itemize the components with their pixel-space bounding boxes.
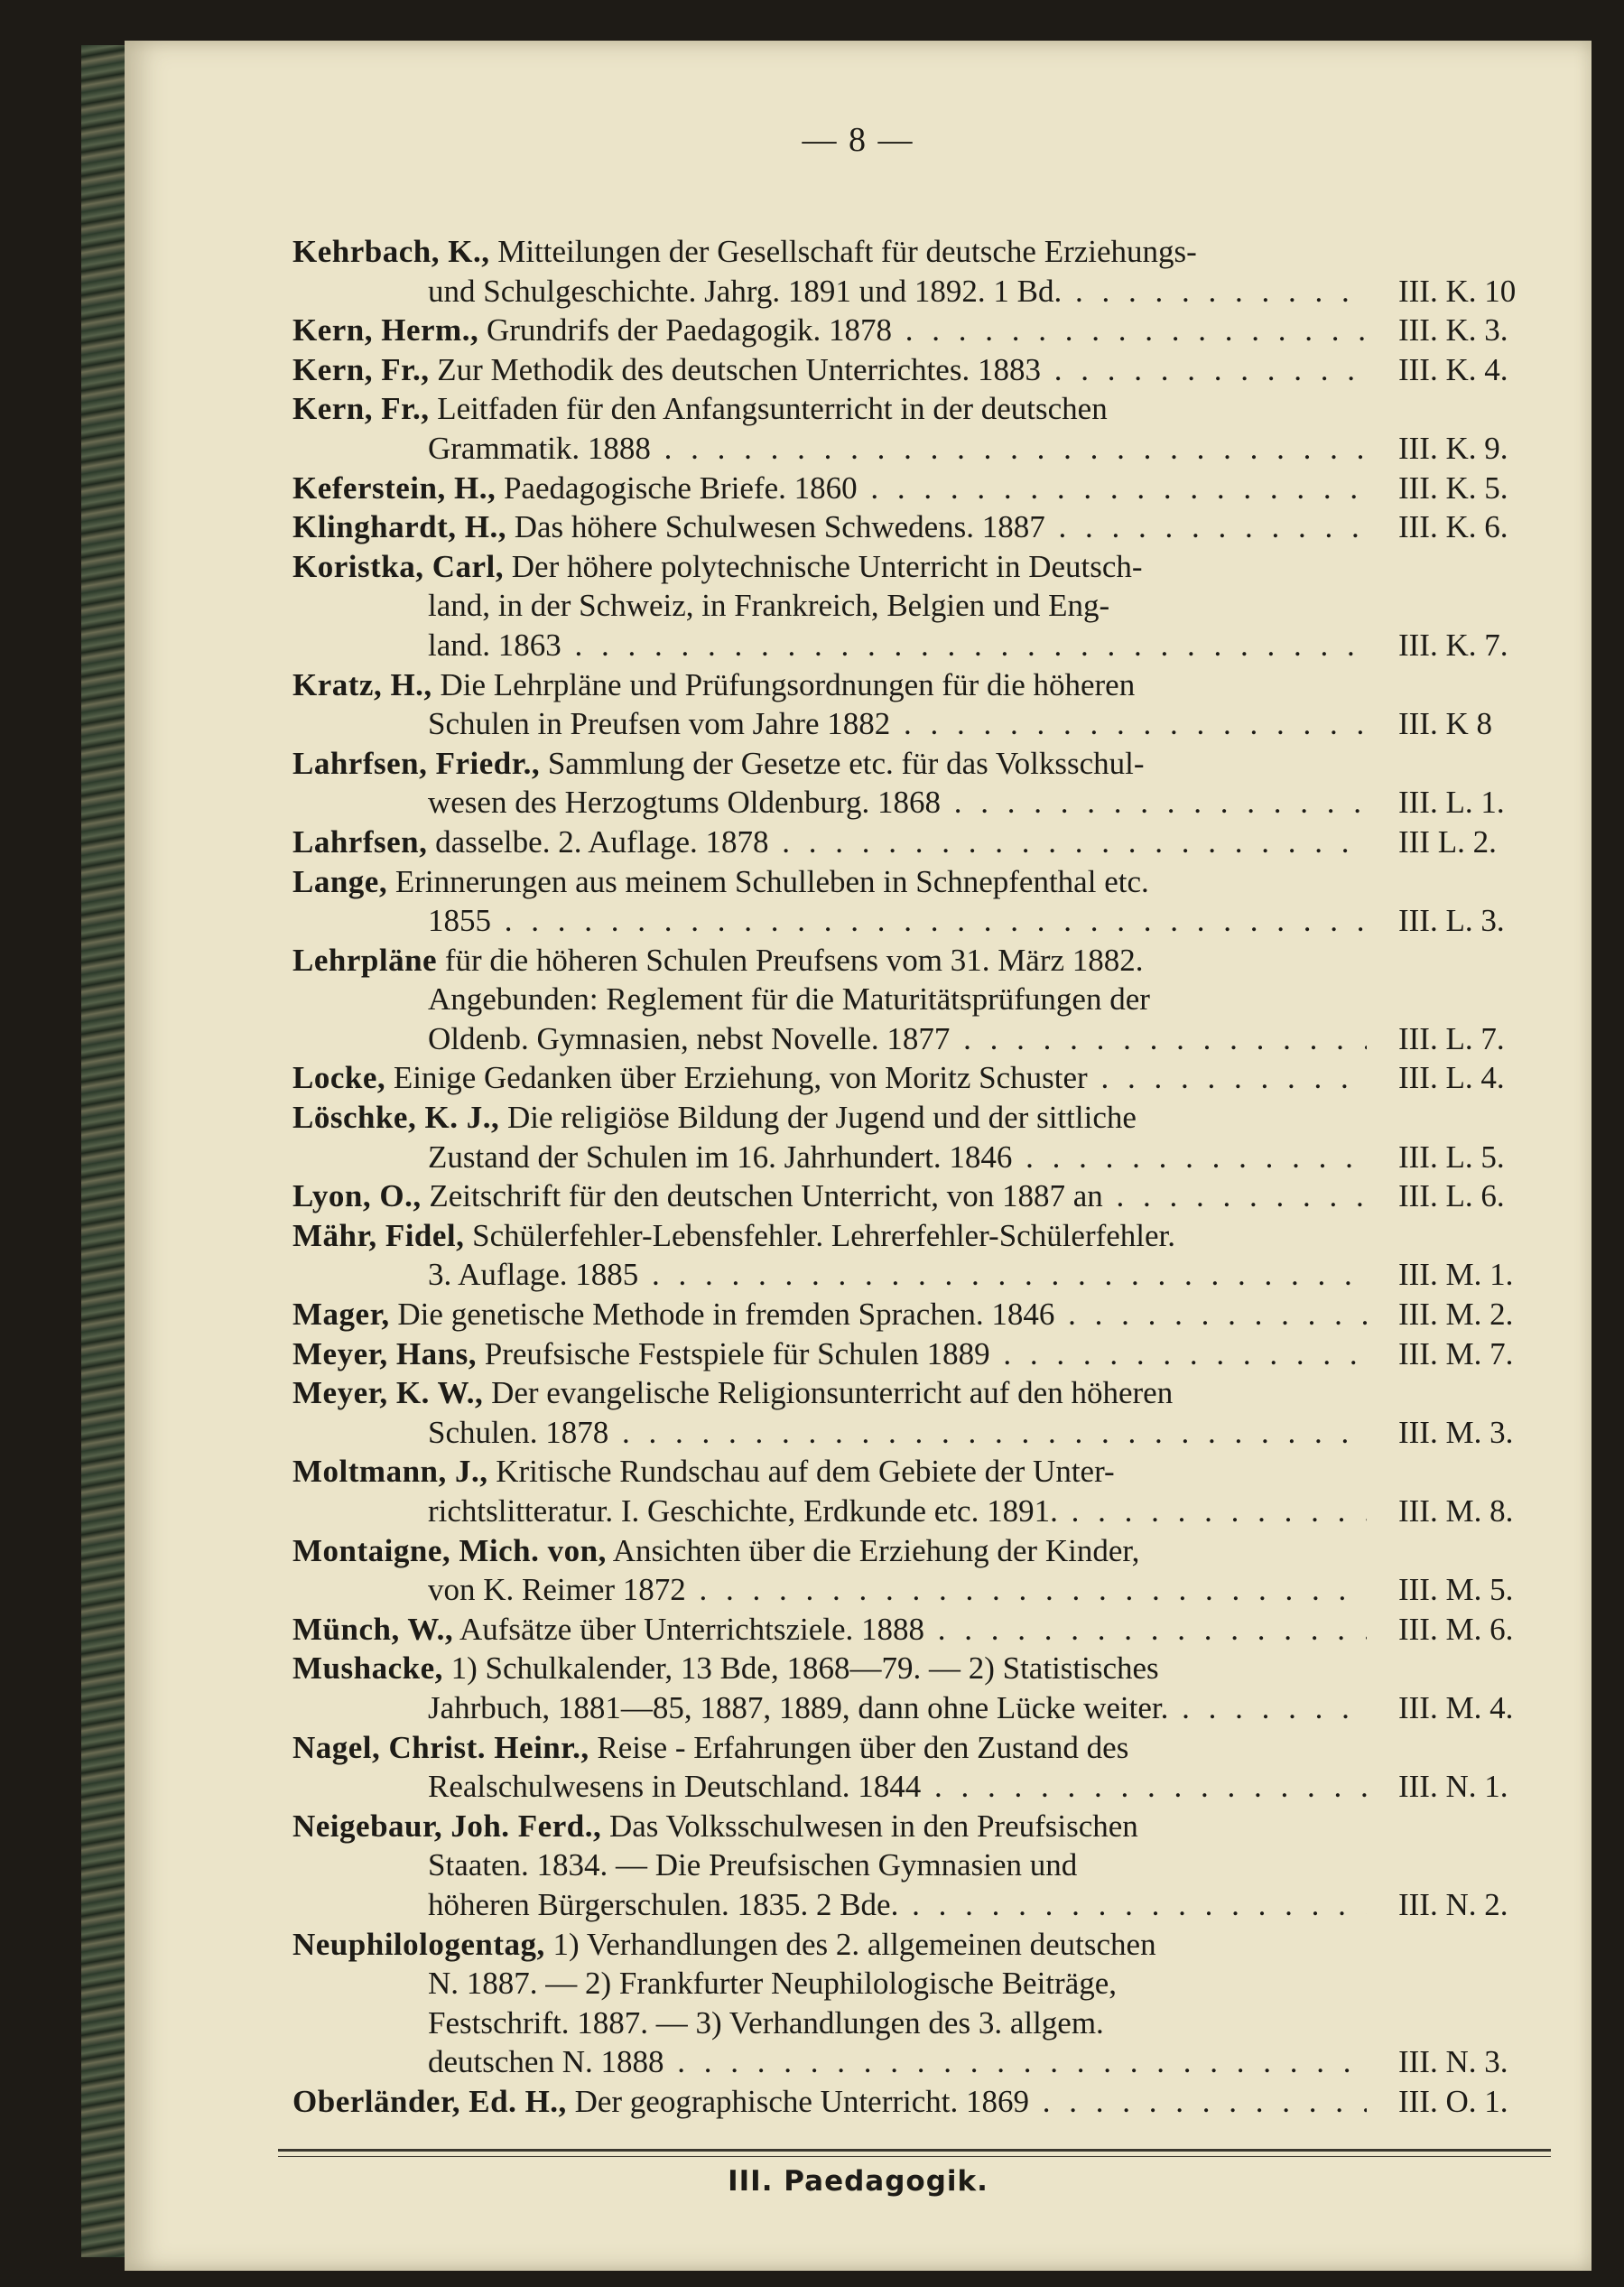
entry-line-text bbox=[292, 350, 1367, 390]
entry-line bbox=[292, 469, 1574, 508]
catalog-entry bbox=[292, 1531, 1574, 1610]
entry-line-text bbox=[428, 783, 1367, 823]
entry-line-text bbox=[428, 1885, 1367, 1925]
entry-line-text bbox=[292, 2082, 1367, 2122]
entry-author: Meyer, Hans, bbox=[292, 1335, 477, 1371]
shelf-mark: III. K. 10 bbox=[1398, 273, 1517, 309]
entry-line-text bbox=[428, 626, 1367, 665]
entry-title-text: Realschulwesens in Deutschland. 1844 bbox=[428, 1769, 922, 1805]
entry-title-text: Oldenb. Gymnasien, nebst Novelle. 1877 bbox=[428, 1020, 951, 1056]
shelf-mark: III. N. 2. bbox=[1398, 1886, 1508, 1922]
section-footer: III. Paedagogik. bbox=[728, 2165, 988, 2198]
entry-line bbox=[292, 626, 1574, 665]
entry-author: Keferstein, H., bbox=[292, 469, 496, 506]
entry-title-text: Der evangelische Religionsunterricht auf den höheren bbox=[491, 1375, 1174, 1411]
entry-line-text bbox=[292, 941, 1367, 981]
entry-line-text bbox=[292, 469, 1367, 508]
entry-title-text: von K. Reimer 1872 bbox=[428, 1572, 686, 1608]
catalog-entry bbox=[292, 1452, 1574, 1530]
shelf-mark: III. M. 5. bbox=[1398, 1572, 1514, 1608]
entry-line-text bbox=[292, 1649, 1367, 1688]
entry-line-text bbox=[292, 862, 1367, 902]
entry-title-text: Zur Methodik des deutschen Unterrichtes. 1883 bbox=[437, 351, 1041, 387]
entry-line-text bbox=[292, 1373, 1367, 1413]
catalog-entry bbox=[292, 1176, 1574, 1216]
shelf-mark: III. M. 2. bbox=[1398, 1297, 1514, 1333]
entry-line-text bbox=[292, 311, 1367, 350]
entry-line bbox=[292, 272, 1574, 311]
entry-line-text bbox=[428, 1845, 1367, 1885]
entry-line-text bbox=[428, 1019, 1367, 1059]
entry-line-text bbox=[428, 1255, 1367, 1295]
entry-author: Koristka, Carl, bbox=[292, 548, 505, 584]
entry-line bbox=[292, 389, 1574, 429]
entry-line bbox=[292, 1019, 1574, 1059]
entry-line-text bbox=[292, 1452, 1367, 1492]
catalog-entry bbox=[292, 1610, 1574, 1650]
entry-author: Nagel, Christ. Heinr., bbox=[292, 1729, 589, 1765]
shelf-mark: III. K. 3. bbox=[1398, 312, 1508, 349]
entry-line-text bbox=[292, 1531, 1367, 1571]
entry-line-text bbox=[292, 1610, 1367, 1650]
entry-author: Meyer, K. W., bbox=[292, 1375, 484, 1411]
entry-author: Kern, Fr., bbox=[292, 351, 430, 387]
entry-line-text bbox=[292, 1058, 1367, 1098]
entry-title-text: Grundrifs der Paedagogik. 1878 bbox=[486, 312, 893, 349]
entry-line-text bbox=[292, 1176, 1367, 1216]
entry-title-text: N. 1887. — 2) Frankfurter Neuphilologische Beiträge, bbox=[428, 1966, 1118, 2002]
shelf-mark: III. M. 4. bbox=[1398, 1689, 1514, 1725]
footer-rule-thick bbox=[278, 2149, 1551, 2152]
entry-line bbox=[292, 1964, 1574, 2003]
entry-line bbox=[292, 1531, 1574, 1571]
entry-line-text bbox=[292, 232, 1367, 272]
entry-line bbox=[292, 1138, 1574, 1177]
entry-author: Neigebaur, Joh. Ferd., bbox=[292, 1808, 602, 1844]
catalog-entry bbox=[292, 1925, 1574, 2082]
shelf-mark: III. N. 1. bbox=[1398, 1769, 1508, 1805]
entry-author: Kehrbach, K., bbox=[292, 234, 490, 269]
catalog-entry bbox=[292, 311, 1574, 350]
entry-line bbox=[292, 1610, 1574, 1650]
catalog-page bbox=[125, 41, 1592, 2271]
entry-line bbox=[292, 1373, 1574, 1413]
entry-line bbox=[292, 1807, 1574, 1846]
catalog-entry-list bbox=[292, 232, 1574, 2122]
entry-line-text bbox=[292, 389, 1367, 429]
catalog-entry bbox=[292, 389, 1574, 468]
entry-line-text bbox=[292, 507, 1367, 547]
entry-line bbox=[292, 507, 1574, 547]
entry-line bbox=[292, 1492, 1574, 1531]
entry-author: Moltmann, J., bbox=[292, 1454, 488, 1490]
entry-title-text: Der geographische Unterricht. 1869 bbox=[574, 2083, 1029, 2119]
entry-title-text: Aufsätze über Unterrichtsziele. 1888 bbox=[459, 1611, 925, 1647]
entry-title-text: dasselbe. 2. Auflage. 1878 bbox=[435, 823, 769, 860]
catalog-entry bbox=[292, 2082, 1574, 2122]
catalog-entry bbox=[292, 1295, 1574, 1334]
entry-author: Mager, bbox=[292, 1297, 390, 1333]
entry-author: Kratz, H., bbox=[292, 666, 432, 702]
shelf-mark: III. M. 1. bbox=[1398, 1257, 1514, 1293]
entry-author: Lyon, O., bbox=[292, 1178, 422, 1214]
entry-line-text bbox=[428, 2003, 1367, 2043]
entry-title-text: Schülerfehler-Lebensfehler. Lehrerfehler-Schülerfehler. bbox=[472, 1217, 1176, 1253]
entry-title-text: Leitfaden für den Anfangsunterricht in der deutschen bbox=[437, 391, 1108, 427]
catalog-entry bbox=[292, 1649, 1574, 1727]
entry-line bbox=[292, 547, 1574, 587]
entry-line-text bbox=[292, 1807, 1367, 1846]
entry-line bbox=[292, 1767, 1574, 1807]
catalog-entry bbox=[292, 1807, 1574, 1925]
entry-title-text: Das Volksschulwesen in den Preufsischen bbox=[608, 1808, 1138, 1844]
catalog-entry bbox=[292, 507, 1574, 547]
catalog-entry bbox=[292, 823, 1574, 862]
entry-line bbox=[292, 1925, 1574, 1965]
catalog-entry bbox=[292, 1216, 1574, 1295]
entry-line-text bbox=[428, 1413, 1367, 1453]
entry-line bbox=[292, 2082, 1574, 2122]
shelf-mark: III. L. 3. bbox=[1398, 903, 1505, 939]
entry-title-text: wesen des Herzogtums Oldenburg. 1868 bbox=[428, 785, 941, 821]
shelf-mark: III. K. 4. bbox=[1398, 351, 1508, 387]
entry-line-text bbox=[292, 665, 1367, 705]
entry-author: Oberländer, Ed. H., bbox=[292, 2083, 567, 2119]
shelf-mark: III. L. 1. bbox=[1398, 785, 1505, 821]
catalog-entry bbox=[292, 1334, 1574, 1374]
entry-line bbox=[292, 2003, 1574, 2043]
entry-line-text bbox=[428, 272, 1367, 311]
catalog-entry bbox=[292, 1728, 1574, 1807]
entry-title-text: 1855 bbox=[428, 903, 491, 939]
entry-line-text bbox=[292, 1098, 1367, 1138]
entry-line bbox=[292, 823, 1574, 862]
entry-title-text: Reise - Erfahrungen über den Zustand des bbox=[597, 1729, 1129, 1765]
catalog-entry bbox=[292, 1373, 1574, 1452]
entry-line-text bbox=[428, 586, 1367, 626]
entry-title-text: land, in der Schweiz, in Frankreich, Belgien und Eng- bbox=[428, 588, 1110, 624]
entry-title-text: Ansichten über die Erziehung der Kinder, bbox=[612, 1532, 1140, 1568]
entry-author: Lehrpläne bbox=[292, 942, 438, 978]
entry-title-text: Die genetische Methode in fremden Sprachen. 1846 bbox=[397, 1297, 1055, 1333]
entry-title-text: Erinnerungen aus meinem Schulleben in Schnepfenthal etc. bbox=[394, 863, 1149, 899]
entry-line bbox=[292, 665, 1574, 705]
catalog-entry bbox=[292, 350, 1574, 390]
entry-line bbox=[292, 941, 1574, 981]
entry-line-text bbox=[428, 980, 1367, 1019]
footer-rule-thin bbox=[278, 2156, 1551, 2157]
entry-title-text: land. 1863 bbox=[428, 627, 561, 663]
shelf-mark: III. K 8 bbox=[1398, 706, 1492, 742]
entry-line bbox=[292, 744, 1574, 784]
entry-line-text bbox=[292, 1295, 1367, 1334]
entry-title-text: richtslitteratur. I. Geschichte, Erdkunde etc. 1891. bbox=[428, 1493, 1058, 1529]
catalog-entry bbox=[292, 862, 1574, 941]
entry-line-text bbox=[292, 1925, 1367, 1965]
entry-author: Mushacke, bbox=[292, 1650, 443, 1687]
entry-line bbox=[292, 232, 1574, 272]
shelf-mark: III. K. 7. bbox=[1398, 627, 1508, 663]
entry-title-text: Preufsische Festspiele für Schulen 1889 bbox=[484, 1335, 990, 1371]
entry-line bbox=[292, 980, 1574, 1019]
entry-title-text: Zustand der Schulen im 16. Jahrhundert. 1846 bbox=[428, 1139, 1013, 1175]
entry-title-text: Die religiöse Bildung der Jugend und der sittliche bbox=[506, 1100, 1137, 1136]
entry-title-text: Schulen in Preufsen vom Jahre 1882 bbox=[428, 706, 891, 742]
entry-line-text bbox=[428, 1767, 1367, 1807]
entry-line-text bbox=[428, 2042, 1367, 2082]
entry-line bbox=[292, 1098, 1574, 1138]
entry-line-text bbox=[292, 823, 1367, 862]
entry-title-text: Die Lehrpläne und Prüfungsordnungen für die höheren bbox=[440, 666, 1136, 702]
page-number: — 8 — bbox=[802, 121, 914, 159]
catalog-entry bbox=[292, 547, 1574, 665]
entry-author: Kern, Herm., bbox=[292, 312, 479, 349]
entry-title-text: Einige Gedanken über Erziehung, von Moritz Schuster bbox=[393, 1060, 1088, 1096]
entry-line-text bbox=[292, 1334, 1367, 1374]
catalog-entry bbox=[292, 744, 1574, 823]
entry-line bbox=[292, 1216, 1574, 1256]
entry-line bbox=[292, 1176, 1574, 1216]
entry-line bbox=[292, 2042, 1574, 2082]
entry-author: Locke, bbox=[292, 1060, 386, 1096]
entry-author: Klinghardt, H., bbox=[292, 509, 506, 545]
entry-line-text bbox=[292, 547, 1367, 587]
entry-title-text: Der höhere polytechnische Unterricht in Deutsch- bbox=[511, 548, 1143, 584]
shelf-mark: III. K. 6. bbox=[1398, 509, 1508, 545]
entry-line-text bbox=[428, 1964, 1367, 2003]
shelf-mark: III. M. 7. bbox=[1398, 1335, 1514, 1371]
entry-title-text: Jahrbuch, 1881—85, 1887, 1889, dann ohne Lücke weiter. bbox=[428, 1689, 1169, 1725]
catalog-entry bbox=[292, 665, 1574, 744]
entry-line-text bbox=[428, 429, 1367, 469]
shelf-mark: III. L. 6. bbox=[1398, 1178, 1505, 1214]
entry-author: Lahrfsen, Friedr., bbox=[292, 745, 541, 781]
entry-title-text: Schulen. 1878 bbox=[428, 1414, 609, 1450]
entry-title-text: Kritische Rundschau auf dem Gebiete der Unter- bbox=[496, 1454, 1115, 1490]
entry-line bbox=[292, 1255, 1574, 1295]
entry-line bbox=[292, 783, 1574, 823]
entry-line bbox=[292, 1728, 1574, 1768]
entry-author: Kern, Fr., bbox=[292, 391, 430, 427]
shelf-mark: III. L. 7. bbox=[1398, 1020, 1505, 1056]
entry-line bbox=[292, 704, 1574, 744]
entry-line-text bbox=[292, 1728, 1367, 1768]
entry-title-text: Festschrift. 1887. — 3) Verhandlungen des 3. allgem. bbox=[428, 2004, 1104, 2041]
entry-author: Neuphilologentag, bbox=[292, 1926, 545, 1962]
entry-author: Mähr, Fidel, bbox=[292, 1217, 465, 1253]
shelf-mark: III. N. 3. bbox=[1398, 2044, 1508, 2080]
entry-author: Lahrfsen, bbox=[292, 823, 428, 860]
entry-line bbox=[292, 1452, 1574, 1492]
entry-title-text: Paedagogische Briefe. 1860 bbox=[503, 469, 858, 506]
entry-line bbox=[292, 429, 1574, 469]
entry-line bbox=[292, 1885, 1574, 1925]
entry-line bbox=[292, 1058, 1574, 1098]
catalog-entry bbox=[292, 1058, 1574, 1098]
shelf-mark: III. M. 3. bbox=[1398, 1414, 1514, 1450]
entry-line-text bbox=[428, 901, 1367, 941]
shelf-mark: III. M. 6. bbox=[1398, 1611, 1514, 1647]
entry-line-text bbox=[292, 1216, 1367, 1256]
entry-line-text bbox=[428, 1688, 1367, 1728]
entry-author: Münch, W., bbox=[292, 1611, 454, 1647]
entry-author: Lange, bbox=[292, 863, 388, 899]
entry-line-text bbox=[292, 744, 1367, 784]
entry-line bbox=[292, 1688, 1574, 1728]
entry-title-text: für die höheren Schulen Preufsens vom 31. März 1882. bbox=[444, 942, 1144, 978]
entry-title-text: Das höhere Schulwesen Schwedens. 1887 bbox=[514, 509, 1045, 545]
entry-line-text bbox=[428, 704, 1367, 744]
entry-line bbox=[292, 1295, 1574, 1334]
entry-title-text: Staaten. 1834. — Die Preufsischen Gymnasien und bbox=[428, 1847, 1078, 1883]
entry-line bbox=[292, 1334, 1574, 1374]
shelf-mark: III. L. 5. bbox=[1398, 1139, 1505, 1175]
entry-title-text: und Schulgeschichte. Jahrg. 1891 und 1892. 1 Bd. bbox=[428, 273, 1063, 309]
shelf-mark: III L. 2. bbox=[1398, 823, 1497, 860]
entry-author: Löschke, K. J., bbox=[292, 1100, 500, 1136]
book-binding bbox=[81, 45, 127, 2257]
entry-line-text bbox=[428, 1138, 1367, 1177]
entry-line-text bbox=[428, 1492, 1367, 1531]
entry-line bbox=[292, 901, 1574, 941]
entry-line bbox=[292, 1413, 1574, 1453]
entry-line bbox=[292, 586, 1574, 626]
shelf-mark: III. O. 1. bbox=[1398, 2083, 1508, 2119]
entry-line bbox=[292, 1845, 1574, 1885]
entry-title-text: Angebunden: Reglement für die Maturitätsprüfungen der bbox=[428, 981, 1150, 1018]
entry-title-text: Zeitschrift für den deutschen Unterricht, von 1887 an bbox=[429, 1178, 1103, 1214]
entry-line bbox=[292, 350, 1574, 390]
shelf-mark: III. M. 8. bbox=[1398, 1493, 1514, 1529]
shelf-mark: III. L. 4. bbox=[1398, 1060, 1505, 1096]
shelf-mark: III. K. 5. bbox=[1398, 469, 1508, 506]
catalog-entry bbox=[292, 1098, 1574, 1176]
entry-line bbox=[292, 1570, 1574, 1610]
entry-title-text: 3. Auflage. 1885 bbox=[428, 1257, 639, 1293]
entry-title-text: deutschen N. 1888 bbox=[428, 2044, 664, 2080]
entry-line-text bbox=[428, 1570, 1367, 1610]
shelf-mark: III. K. 9. bbox=[1398, 430, 1508, 466]
entry-title-text: Grammatik. 1888 bbox=[428, 430, 651, 466]
entry-title-text: Mitteilungen der Gesellschaft für deutsche Erziehungs- bbox=[497, 234, 1197, 269]
entry-title-text: 1) Verhandlungen des 2. allgemeinen deutschen bbox=[552, 1926, 1156, 1962]
catalog-entry bbox=[292, 232, 1574, 311]
entry-line bbox=[292, 862, 1574, 902]
catalog-entry bbox=[292, 469, 1574, 508]
entry-line bbox=[292, 1649, 1574, 1688]
entry-title-text: höheren Bürgerschulen. 1835. 2 Bde. bbox=[428, 1886, 899, 1922]
entry-title-text: 1) Schulkalender, 13 Bde, 1868—79. — 2) Statistisches bbox=[450, 1650, 1159, 1687]
entry-author: Montaigne, Mich. von, bbox=[292, 1532, 607, 1568]
catalog-entry bbox=[292, 941, 1574, 1059]
entry-title-text: Sammlung der Gesetze etc. für das Volksschul- bbox=[547, 745, 1145, 781]
entry-line bbox=[292, 311, 1574, 350]
